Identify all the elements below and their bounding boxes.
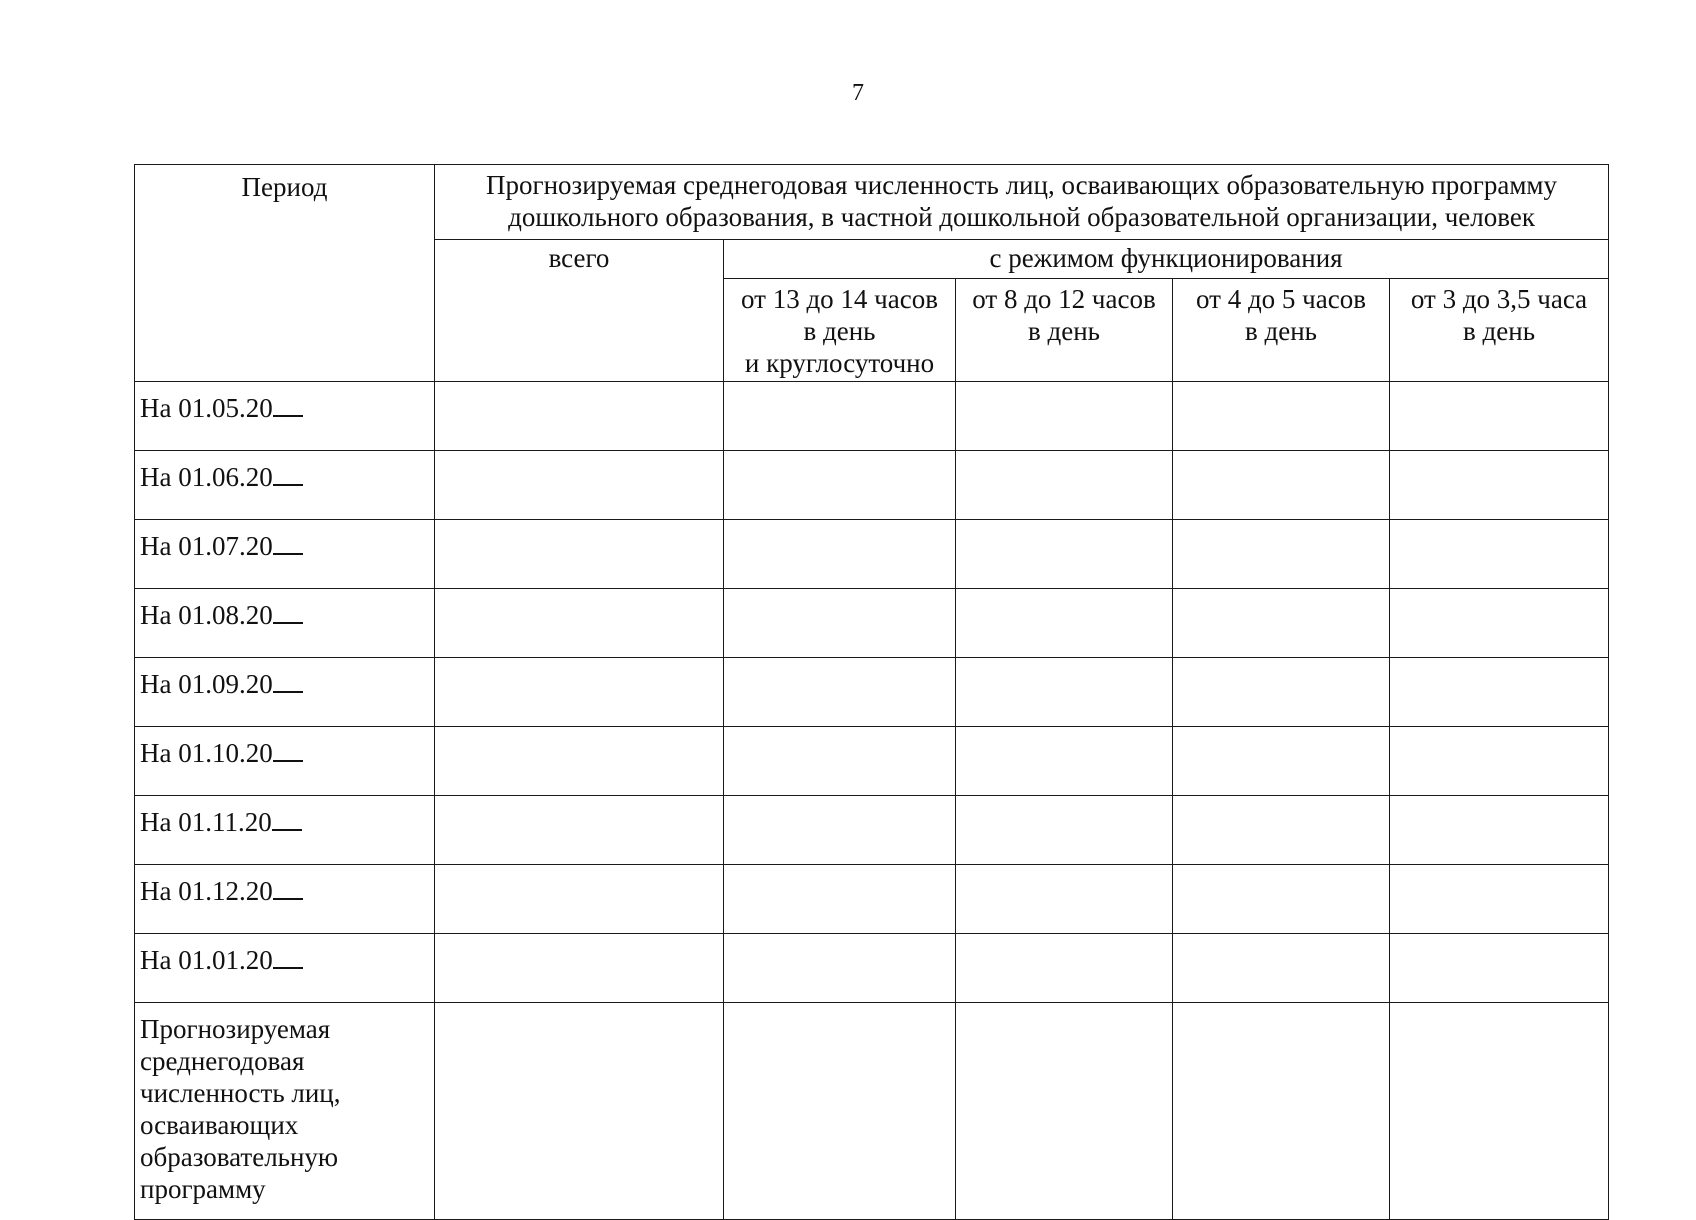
table-cell xyxy=(1173,382,1390,451)
table-cell xyxy=(724,589,956,658)
table-cell xyxy=(435,589,724,658)
table-cell xyxy=(724,865,956,934)
table-row xyxy=(135,727,1609,796)
table-cell xyxy=(724,727,956,796)
row-label xyxy=(135,520,435,589)
table-cell xyxy=(1173,727,1390,796)
table-cell xyxy=(1390,727,1609,796)
row-date: На 01.12.20 xyxy=(140,876,273,906)
blank-year-field xyxy=(273,462,303,486)
mode-column-header: от 4 до 5 часов в день xyxy=(1173,279,1390,382)
table-cell xyxy=(1390,658,1609,727)
table-cell xyxy=(724,934,956,1003)
table-cell xyxy=(956,658,1173,727)
blank-year-field xyxy=(273,876,303,900)
table-row xyxy=(135,451,1609,520)
blank-year-field xyxy=(273,945,303,969)
total-row-label: Прогнозируемая среднегодовая численность лиц, осваивающих образовательную программу xyxy=(135,1003,435,1220)
table-cell xyxy=(1173,796,1390,865)
table-cell xyxy=(435,520,724,589)
mode-column-header: от 13 до 14 часов в день и круглосуточно xyxy=(724,279,956,382)
table-cell xyxy=(1390,1003,1609,1220)
table-cell xyxy=(1173,934,1390,1003)
row-label xyxy=(135,382,435,451)
table-cell xyxy=(956,934,1173,1003)
row-label xyxy=(135,727,435,796)
table-cell xyxy=(724,658,956,727)
main-header: Прогнозируемая среднегодовая численность лиц, осваивающих образовательную программу дошкольного образования, в частной дошкольной образовательной организации, человек xyxy=(435,165,1609,240)
table-cell xyxy=(435,1003,724,1220)
table-cell xyxy=(956,796,1173,865)
row-date: На 01.10.20 xyxy=(140,738,273,768)
table-cell xyxy=(435,934,724,1003)
blank-year-field xyxy=(272,807,302,831)
table-row xyxy=(135,382,1609,451)
mode-header: с режимом функционирования xyxy=(724,240,1609,279)
table-cell xyxy=(1390,865,1609,934)
table-cell xyxy=(956,1003,1173,1220)
table-cell xyxy=(435,796,724,865)
table-cell xyxy=(1173,451,1390,520)
table-cell xyxy=(1173,589,1390,658)
table-cell xyxy=(1390,520,1609,589)
table-cell xyxy=(435,865,724,934)
table-cell xyxy=(1390,451,1609,520)
row-date: На 01.07.20 xyxy=(140,531,273,561)
row-date: На 01.09.20 xyxy=(140,669,273,699)
table-cell xyxy=(956,727,1173,796)
table-row xyxy=(135,934,1609,1003)
mode-column-header: от 8 до 12 часов в день xyxy=(956,279,1173,382)
table-row xyxy=(135,589,1609,658)
table-cell xyxy=(724,1003,956,1220)
table-cell xyxy=(1390,796,1609,865)
row-date: На 01.08.20 xyxy=(140,600,273,630)
table-cell xyxy=(956,589,1173,658)
row-label xyxy=(135,796,435,865)
row-label xyxy=(135,865,435,934)
table-cell xyxy=(435,658,724,727)
table-cell xyxy=(435,451,724,520)
page-number: 7 xyxy=(852,80,864,106)
table-cell xyxy=(956,865,1173,934)
row-label xyxy=(135,589,435,658)
total-row xyxy=(135,1003,1609,1220)
blank-year-field xyxy=(273,531,303,555)
table-cell xyxy=(724,796,956,865)
table-cell xyxy=(1173,520,1390,589)
mode-column-header: от 3 до 3,5 часа в день xyxy=(1390,279,1609,382)
row-label xyxy=(135,658,435,727)
row-date: На 01.05.20 xyxy=(140,393,273,423)
table-cell xyxy=(956,451,1173,520)
table-cell xyxy=(956,382,1173,451)
table-cell xyxy=(435,382,724,451)
table-cell xyxy=(1173,865,1390,934)
row-label xyxy=(135,451,435,520)
blank-year-field xyxy=(273,738,303,762)
blank-year-field xyxy=(273,669,303,693)
total-header: всего xyxy=(435,240,724,382)
table-row xyxy=(135,658,1609,727)
table-cell xyxy=(724,520,956,589)
table-cell xyxy=(956,520,1173,589)
period-header: Период xyxy=(135,165,435,382)
row-date: На 01.01.20 xyxy=(140,945,273,975)
table-cell xyxy=(1390,382,1609,451)
table-cell xyxy=(1173,1003,1390,1220)
row-date: На 01.11.20 xyxy=(140,807,272,837)
table-row xyxy=(135,865,1609,934)
table-cell xyxy=(435,727,724,796)
table-cell xyxy=(724,451,956,520)
blank-year-field xyxy=(273,393,303,417)
table-row xyxy=(135,520,1609,589)
forecast-table xyxy=(134,164,1609,1220)
table-cell xyxy=(1390,589,1609,658)
table-cell xyxy=(1173,658,1390,727)
table-cell xyxy=(724,382,956,451)
row-date: На 01.06.20 xyxy=(140,462,273,492)
blank-year-field xyxy=(273,600,303,624)
row-label xyxy=(135,934,435,1003)
table-row xyxy=(135,796,1609,865)
table-cell xyxy=(1390,934,1609,1003)
